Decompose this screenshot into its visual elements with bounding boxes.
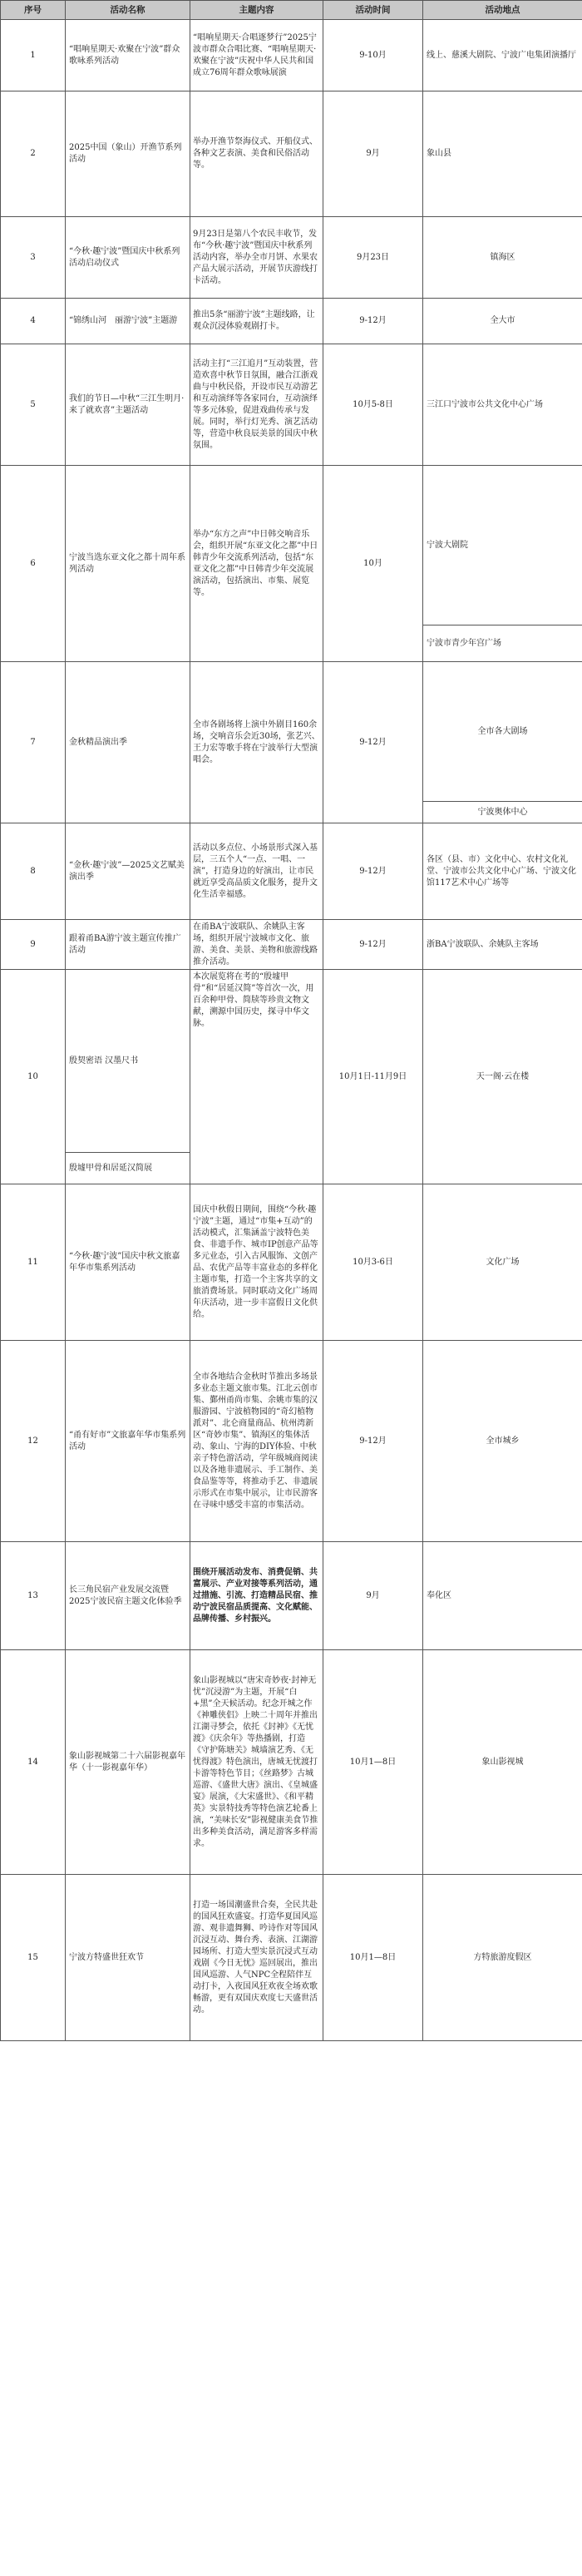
table-row: [1, 217, 582, 299]
row-seq: 2: [1, 91, 66, 217]
row-name: 我们的节日—中秋“三江生明月·来了就欢喜”主题活动: [66, 344, 190, 466]
row-time: 9月: [323, 1542, 423, 1650]
header-name: 活动名称: [66, 1, 190, 20]
row-seq: 11: [1, 1184, 66, 1341]
row-content: 全市各地结合金秋时节推出多场景多业态主题文旅市集。江北云创市集、鄞州甬尚市集、余姚市集的汉服游园、宁波植物园的“奇幻植物派对”、北仑商量商品、杭州湾新区“奇妙市集”、镇海区的集体活动、象山、宁海的DIY体验、中秋亲子特色游活动，学年级城商阅读以及各地非遗展示、手工制作、美食品鉴等等，将推动手艺、非遗展示形式在市集中展示，让市民游客在寻味中感受丰富的市集活动。: [190, 1341, 323, 1542]
row-place: 奉化区: [423, 1542, 582, 1650]
row-content: 围绕开展活动发布、消费促销、共富展示、产业对接等系列活动，通过措施、引流、打造精品民宿、推动宁波民宿品质提高、文化赋能、品牌传播、乡村振兴。: [190, 1542, 323, 1650]
row-time: 10月: [323, 466, 423, 662]
row-name: 2025中国（象山）开渔节系列活动: [66, 91, 190, 217]
row-seq: 4: [1, 299, 66, 344]
table-row: [1, 1542, 582, 1650]
row-place: 文化广场: [423, 1184, 582, 1341]
table-row: [1, 1341, 582, 1542]
row-time: 9月23日: [323, 217, 423, 299]
row-place: 三江口宁波市公共文化中心广场: [423, 344, 582, 466]
row-name: 宁波方特盛世狂欢节: [66, 1875, 190, 2041]
table-row: [1, 344, 582, 466]
row-time: 10月1—8日: [323, 1650, 423, 1875]
row-content: “唱响星期天·合唱逐梦行”2025宁波市群众合唱比赛、“唱响星期天·欢聚在宁波”庆祝中华人民共和国成立76周年群众歌咏展演: [190, 20, 323, 91]
row-seq: 8: [1, 823, 66, 920]
row-seq: 7: [1, 662, 66, 823]
row-time: 9-12月: [323, 823, 423, 920]
table-row: [1, 662, 582, 802]
row-name: 宁波当选东亚文化之都十周年系列活动: [66, 466, 190, 662]
row-name: 金秋精品演出季: [66, 662, 190, 823]
table-row: [1, 466, 582, 625]
row-name: “唱响星期天·欢聚在宁波”群众歌咏系列活动: [66, 20, 190, 91]
row-content: 举办“东方之声”中日韩交响音乐会，组织开展“东亚文化之都”中日韩青少年交流系列活动，包括“东亚文化之都”中日韩青少年交流展演活动，包括演出、市集、展览等。: [190, 466, 323, 662]
table-row: [1, 823, 582, 920]
row-time: 10月5-8日: [323, 344, 423, 466]
row-place: 镇海区: [423, 217, 582, 299]
row-place: 线上、慈溪大剧院、宁波广电集团演播厅: [423, 20, 582, 91]
row-name: “今秋·趣宁波”暨国庆中秋系列活动启动仪式: [66, 217, 190, 299]
row-seq: 9: [1, 920, 66, 970]
row-place-secondary: 宁波奥体中心: [423, 802, 582, 823]
row-name: 跟着甬BA游宁波主题宣传推广活动: [66, 920, 190, 970]
row-name: “甬有好市”文旅嘉年华市集系列活动: [66, 1341, 190, 1542]
row-seq: 12: [1, 1341, 66, 1542]
row-content: 全市各剧场将上演中外剧目160余场，交响音乐会近30场，张艺兴、王力宏等歌手将在宁波举行大型演唱会。: [190, 662, 323, 823]
table-row: [1, 1650, 582, 1875]
row-place-secondary: 宁波市青少年宫广场: [423, 625, 582, 662]
row-name: 殷契密语 汉墨尺书: [66, 970, 190, 1153]
row-name: “锦绣山河 丽游宁波”主题游: [66, 299, 190, 344]
table-row: [1, 299, 582, 344]
table-row: [1, 1184, 582, 1341]
row-place: 全市城乡: [423, 1341, 582, 1542]
row-place: 宁波大剧院: [423, 466, 582, 625]
row-place: 象山影视城: [423, 1650, 582, 1875]
row-place: 方特旅游度假区: [423, 1875, 582, 2041]
table-header-row: [1, 1, 582, 20]
row-time: 9-12月: [323, 662, 423, 823]
table-row: [1, 20, 582, 91]
row-time: 10月1—8日: [323, 1875, 423, 2041]
header-seq: 序号: [1, 1, 66, 20]
header-time: 活动时间: [323, 1, 423, 20]
row-place: 全市各大剧场: [423, 662, 582, 802]
row-place: 象山县: [423, 91, 582, 217]
row-name: “金秋·趣宁波”—2025文艺赋美演出季: [66, 823, 190, 920]
row-seq: 10: [1, 970, 66, 1184]
row-seq: 6: [1, 466, 66, 662]
row-seq: 13: [1, 1542, 66, 1650]
row-content: 本次展览将在考的“殷墟甲骨”和“居延汉简”等首次一次，用百余种甲骨、简牍等珍贵文物文献，溯源中国历史，探寻中华文脉。: [190, 970, 323, 1184]
row-seq: 15: [1, 1875, 66, 2041]
row-time: 9-10月: [323, 20, 423, 91]
row-content: 举办开渔节祭海仪式、开船仪式、各种文艺表演、美食和民俗活动等。: [190, 91, 323, 217]
row-time: 10月3-6日: [323, 1184, 423, 1341]
row-seq: 3: [1, 217, 66, 299]
table-row: [1, 91, 582, 217]
row-time: 9-12月: [323, 1341, 423, 1542]
row-place: 浙BA宁波联队、余姚队主客场: [423, 920, 582, 970]
row-content: 打造一场国潮盛世合奏，全民共赴的国风狂欢盛宴。打造华夏国风巡游、观非遗舞狮、吟诗作对等国风沉浸互动、舞台秀、表演、江湖游园场所、打造大型实景沉浸式互动戏剧《今日无忧》巡回展出，推出国风巡游、人气NPC全程陪伴互动打卡，入夜国风狂欢夜全场欢歌畅游，更有双国庆欢度七天盛世活动。: [190, 1875, 323, 2041]
row-place: 天一阁·云在楼: [423, 970, 582, 1184]
row-place: 全大市: [423, 299, 582, 344]
row-seq: 1: [1, 20, 66, 91]
row-content: 国庆中秋假日期间，围绕“今秋·趣宁波”主题，通过“市集+互动”的活动模式，汇集涵盖宁波特色美食、非遗手作、城市IP创意产品等多元业态，引入古风服饰、文创产品、农优产品等丰富业态的多样化主题市集，打造一个主客共享的文旅消费场景。同时联动文化广场周年庆活动，进一步丰富假日文化供给。: [190, 1184, 323, 1341]
row-time: 9-12月: [323, 920, 423, 970]
header-content: 主题内容: [190, 1, 323, 20]
row-seq: 5: [1, 344, 66, 466]
table-row: [1, 1875, 582, 2041]
row-name-secondary: 殷墟甲骨和居延汉简展: [66, 1153, 190, 1184]
row-content: 活动主打“三江追月”互动装置，营造欢喜中秋节日氛围，融合江浙戏曲与中秋民俗，开设市民互动游艺和互动演绎等各家同台，互动演绎等多元体验，促进戏曲传承与发展。同时，举行灯光秀、演艺活动等，营造中秋良辰美景的国庆中秋氛围。: [190, 344, 323, 466]
row-content: 在甬BA宁波联队、余姚队主客场，组织开展宁波城市文化、旅游、美食、美景、美物和旅游线路推介活动。: [190, 920, 323, 970]
header-place: 活动地点: [423, 1, 582, 20]
row-name: 象山影视城第二十六届影视嘉年华（十一影视嘉年华）: [66, 1650, 190, 1875]
row-content: 推出5条“丽游宁波”主题线路，让观众沉浸体验观剧打卡。: [190, 299, 323, 344]
row-content: 象山影视城以“唐宋奇妙夜·封神无忧”沉浸游”为主题，开展“白+黑”全天候活动。纪念开城之作《神雕侠侣》上映二十周年并推出江湖寻梦会，依托《封神》《无忧渡》《庆余年》等热播剧，打造《守护陈塘关》城墙演艺秀、《无忧得渡》特色演出，唐城无忧渡打卡游等特色节目；《丝路梦》古城巡游、《盛世大唐》演出、《皇城盛宴》展演，《大宋盛世》、《和平精英》实景特技秀等特色演艺轮番上演，“美味长安”影视健康美食节推出多种美食活动，满足游客多样需求。: [190, 1650, 323, 1875]
row-place: 各区（县、市）文化中心、农村文化礼堂、宁波市公共文化中心广场、宁波文化馆117艺术中心广场等: [423, 823, 582, 920]
row-name: “今秋·趣宁波”国庆中秋文旅嘉年华市集系列活动: [66, 1184, 190, 1341]
row-seq: 14: [1, 1650, 66, 1875]
row-time: 9月: [323, 91, 423, 217]
row-name: 长三角民宿产业发展交流暨2025宁波民宿主题文化体验季: [66, 1542, 190, 1650]
row-content: 9月23日是第八个农民丰收节，发布“今秋·趣宁波”暨国庆中秋系列活动内容，举办全市月饼、水果农产品大展示活动，开展节庆游线打卡活动。: [190, 217, 323, 299]
table-row: [1, 970, 582, 1153]
row-time: 10月1日-11月9日: [323, 970, 423, 1184]
table-row: [1, 920, 582, 970]
row-time: 9-12月: [323, 299, 423, 344]
row-content: 活动以多点位、小场景形式深入基层，三五个人“一点、一唱、一演”，打造身边的好演出，让市民就近享受高品质文化服务，提升文化生活幸福感。: [190, 823, 323, 920]
